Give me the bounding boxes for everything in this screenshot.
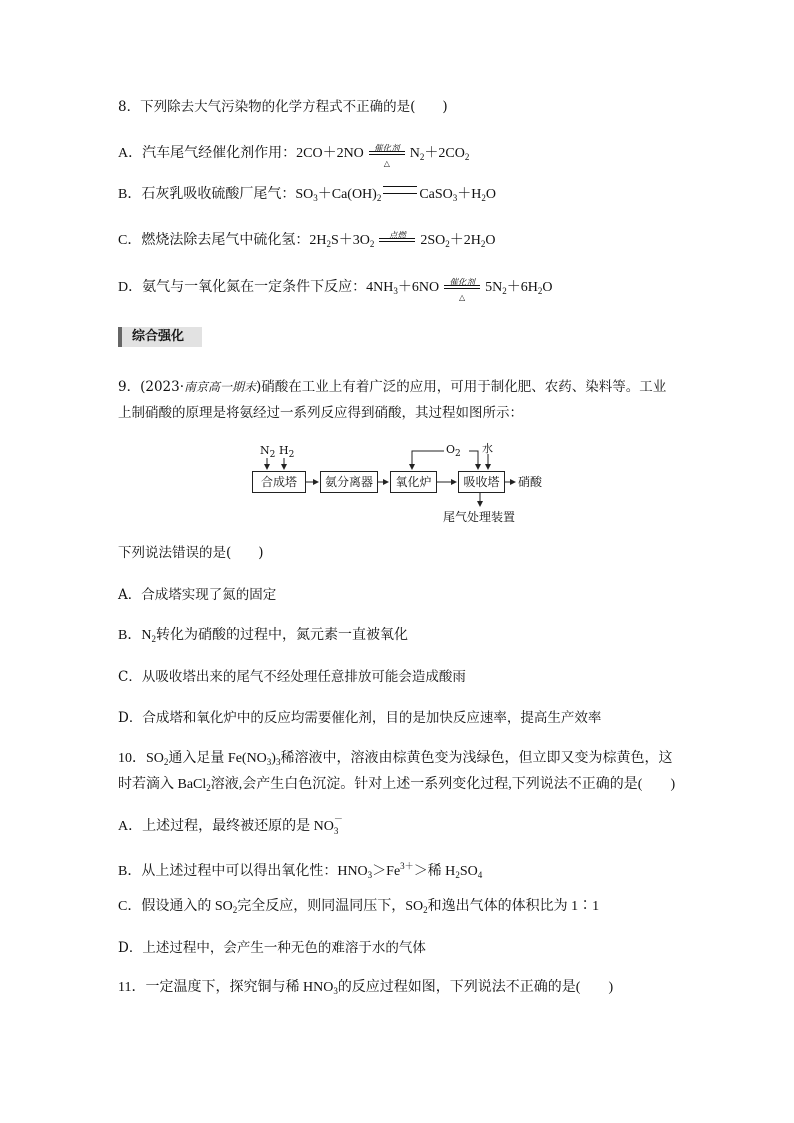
q8-option-d: D．氨气与一氧化氮在一定条件下反应：$4NH_3+6NO$ 催化剂 △ $5N_2+6H_2O$ bbox=[118, 277, 553, 302]
water-label: 水 bbox=[482, 442, 493, 455]
oxidation-furnace-box: 氧化炉 bbox=[390, 471, 437, 493]
process-flow-diagram bbox=[240, 440, 560, 530]
q10-option-c: C．假设通入的 $SO_2$完全反应，则同温同压下，$SO_2$和逸出气体的体积比为 1∶1 bbox=[118, 899, 600, 915]
equal-sign bbox=[383, 186, 417, 194]
q9-stem-line1: 9．(2023·南京高一期末)硝酸在工业上有着广泛的应用，可用于制化肥、农药、染料等。工业 bbox=[118, 379, 667, 395]
q9-option-b: B．$N_2$转化为硝酸的过程中，氮元素一直被氧化 bbox=[118, 628, 408, 644]
q8-option-b: B．石灰乳吸收硫酸厂尾气：$SO_3+Ca(OH)_2$ $CaSO_3+H_2O$ bbox=[118, 187, 497, 203]
o2-label: $O_2$ bbox=[446, 443, 461, 459]
section-header: 综合强化 bbox=[118, 327, 202, 347]
q8-option-a: A．汽车尾气经催化剂作用：2CO＋2NO 催化剂 △ $N_2+2CO_2$ bbox=[118, 143, 470, 168]
q8-option-c: C．燃烧法除去尾气中硫化氢：$2H_2S+3O_2$ 点燃 $2SO_2+2H_2O$ bbox=[118, 230, 496, 249]
tail-gas-label: 尾气处理装置 bbox=[443, 510, 516, 524]
q10-stem-line1: 10．$SO_2$通入足量 $Fe(NO_3)_3$稀溶液中，溶液由棕黄色变为浅绿色，但立即又变为棕黄色，这 bbox=[118, 751, 673, 767]
catalyst-condition: 催化剂 △ bbox=[367, 142, 407, 162]
absorption-tower-box: 吸收塔 bbox=[458, 471, 505, 493]
catalyst-condition: 催化剂 △ bbox=[442, 276, 482, 296]
q8-stem: 8．下列除去大气污染物的化学方程式不正确的是( ) bbox=[118, 99, 448, 115]
q9-option-a: A．合成塔实现了氮的固定 bbox=[118, 587, 277, 603]
n2-label: $N_2$ bbox=[260, 444, 276, 460]
ignite-condition: 点燃 bbox=[377, 229, 417, 249]
q9-source: 南京高一期末 bbox=[184, 380, 257, 394]
q10-option-d: D．上述过程中，会产生一种无色的难溶于水的气体 bbox=[118, 940, 426, 956]
q9-stem-line2: 上制硝酸的原理是将氨经过一系列反应得到硝酸，其过程如图所示： bbox=[118, 405, 523, 421]
q11-stem: 11．一定温度下，探究铜与稀 $HNO_3$的反应过程如图，下列说法不正确的是( ) bbox=[118, 980, 614, 996]
q9-option-c: C．从吸收塔出来的尾气不经处理任意排放可能会造成酸雨 bbox=[118, 669, 466, 685]
q9-option-d: D．合成塔和氧化炉中的反应均需要催化剂，目的是加快反应速率，提高生产效率 bbox=[118, 710, 602, 726]
q10-option-b: B．从上述过程中可以得出氧化性：$HNO_3>Fe^{3+}>$稀 $H_2SO_4$ bbox=[118, 861, 483, 880]
q10-option-a: A．上述过程，最终被还原的是 NO － 3 bbox=[118, 814, 343, 836]
q10-stem-line2: 时若滴入 BaCl$_2$溶液,会产生白色沉淀。针对上述一系列变化过程,下列说法不正确的是( ) bbox=[118, 777, 676, 793]
q9-ask: 下列说法错误的是( ) bbox=[118, 545, 264, 561]
synthesis-tower-box: 合成塔 bbox=[252, 471, 306, 493]
nitric-acid-label: 硝酸 bbox=[518, 475, 543, 489]
ammonia-separator-box: 氨分离器 bbox=[320, 471, 378, 493]
h2-label: $H_2$ bbox=[279, 444, 295, 460]
